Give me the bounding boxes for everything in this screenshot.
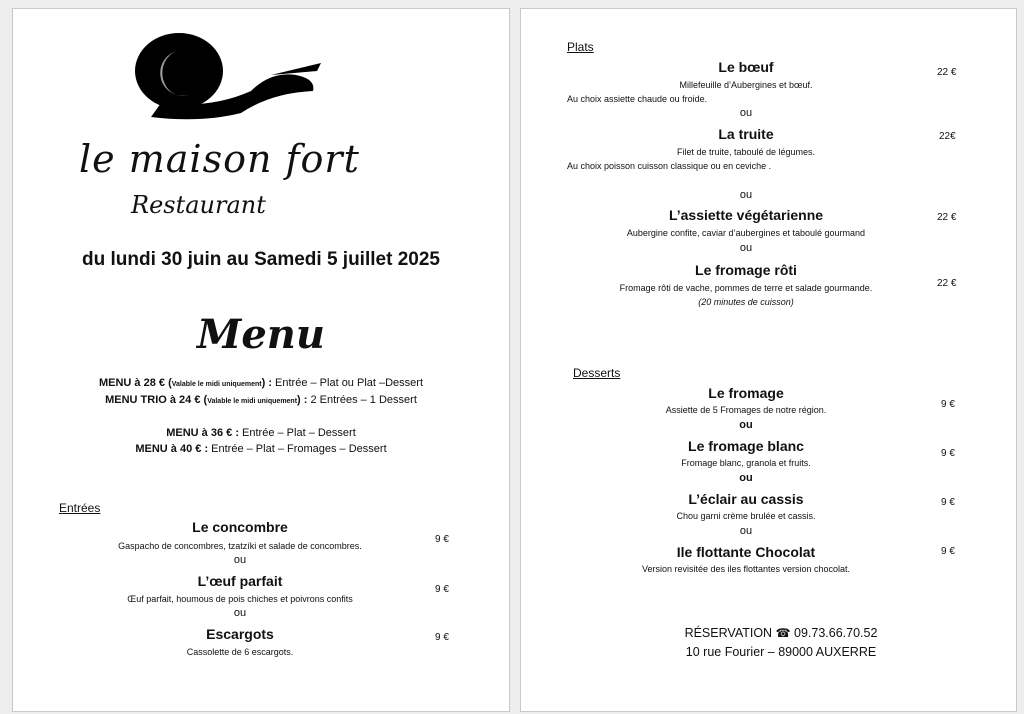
phone-number[interactable]: 09.73.66.70.52 (794, 626, 878, 640)
separator-or: ou (739, 189, 753, 201)
formula-line (13, 427, 509, 439)
dish-description: Aubergine confite, caviar d’aubergines et taboulé gourmand (626, 228, 866, 238)
formula-note: Valable le midi uniquement (207, 398, 298, 405)
dish-description: Chou garni crème brulée et cassis. (676, 511, 816, 521)
formula-content: Entrée – Plat ou Plat –Dessert (271, 377, 424, 389)
formula-price: MENU à 36 € : (166, 427, 239, 439)
dish-title: Escargots (206, 626, 274, 642)
formula-price: ) : (297, 394, 308, 406)
dish-cooking-time: (20 minutes de cuisson) (698, 297, 794, 307)
formula-price: MENU TRIO à 24 € ( (105, 394, 208, 406)
dish-title: La truite (718, 126, 774, 142)
dish-description: Au choix poisson cuisson classique ou en ceviche . (567, 161, 772, 171)
reservation-label: RÉSERVATION (684, 626, 773, 640)
dish-price: 9 € (941, 497, 955, 508)
dish-title: Le fromage rôti (695, 262, 797, 278)
dish-price: 22 € (937, 212, 957, 223)
dish-title: Ile flottante Chocolat (676, 544, 816, 560)
dish-description: Cassolette de 6 escargots. (186, 647, 294, 657)
date-range: du lundi 30 juin au Samedi 5 juillet 2025 (82, 249, 440, 270)
telephone-icon: ☎ (775, 626, 791, 640)
dish-price: 9 € (941, 399, 955, 410)
formula-note: Valable le midi uniquement (171, 381, 262, 388)
dish-description: Millefeuille d’Aubergines et bœuf. (679, 80, 813, 90)
formula-price: MENU à 40 € : (135, 443, 209, 455)
section-heading-desserts: Desserts (573, 366, 621, 380)
separator-or: ou (739, 419, 753, 431)
reservation-line (521, 626, 1024, 640)
dish-title: L’œuf parfait (197, 573, 283, 589)
dish-price: 9 € (435, 584, 449, 595)
separator-or: ou (739, 472, 753, 484)
dish-price: 9 € (435, 632, 449, 643)
separator-or: ou (739, 242, 753, 254)
dish-title: L’éclair au cassis (688, 491, 804, 507)
dish-description: Version revisitée des iles flottantes version chocolat. (641, 564, 851, 574)
dish-description: Œuf parfait, houmous de pois chiches et poivrons confits (127, 594, 353, 604)
dish-description: Filet de truite, taboulé de légumes. (676, 147, 816, 157)
address: 10 rue Fourier – 89000 AUXERRE (685, 645, 877, 659)
dish-price: 22€ (939, 131, 956, 142)
section-heading-plats: Plats (567, 40, 594, 54)
dish-price: 22 € (937, 278, 957, 289)
dish-title: L’assiette végétarienne (668, 207, 824, 223)
formula-price: ) : (261, 377, 272, 389)
formula-line (13, 377, 509, 389)
menu-page-left (12, 8, 510, 712)
separator-or: ou (233, 607, 247, 619)
dish-title: Le concombre (192, 519, 288, 535)
dish-title: Le fromage blanc (688, 438, 804, 454)
dish-description: Gaspacho de concombres, tzatzíki et salade de concombres. (118, 541, 362, 551)
logo-subtitle: Restaurant (131, 191, 266, 219)
separator-or: ou (739, 107, 753, 119)
separator-or: ou (233, 554, 247, 566)
dish-description: Fromage blanc, granola et fruits. (681, 458, 811, 468)
menu-page-right (520, 8, 1017, 712)
dish-description: Assiette de 5 Fromages de notre région. (665, 405, 827, 415)
formula-price: MENU à 28 € ( (98, 377, 172, 389)
dish-title: Le bœuf (718, 59, 774, 75)
logo-wordmark: le maison fort (79, 137, 360, 181)
formula-line (13, 394, 509, 406)
dish-description: Fromage rôti de vache, pommes de terre et salade gourmande. (619, 283, 873, 293)
dish-title: Le fromage (708, 385, 784, 401)
section-heading-entrees: Entrées (59, 501, 101, 515)
snail-logo-icon (121, 31, 331, 131)
formula-line (13, 443, 509, 455)
dish-price: 9 € (941, 546, 955, 557)
separator-or: ou (739, 525, 753, 537)
dish-price: 22 € (937, 67, 957, 78)
menu-title: Menu (197, 311, 325, 358)
formula-content: Entrée – Plat – Fromages – Dessert (208, 443, 387, 455)
dish-price: 9 € (435, 534, 449, 545)
dish-description: Au choix assiette chaude ou froide. (567, 94, 708, 104)
formula-content: 2 Entrées – 1 Dessert (307, 394, 417, 406)
dish-price: 9 € (941, 448, 955, 459)
formula-content: Entrée – Plat – Dessert (238, 427, 356, 439)
